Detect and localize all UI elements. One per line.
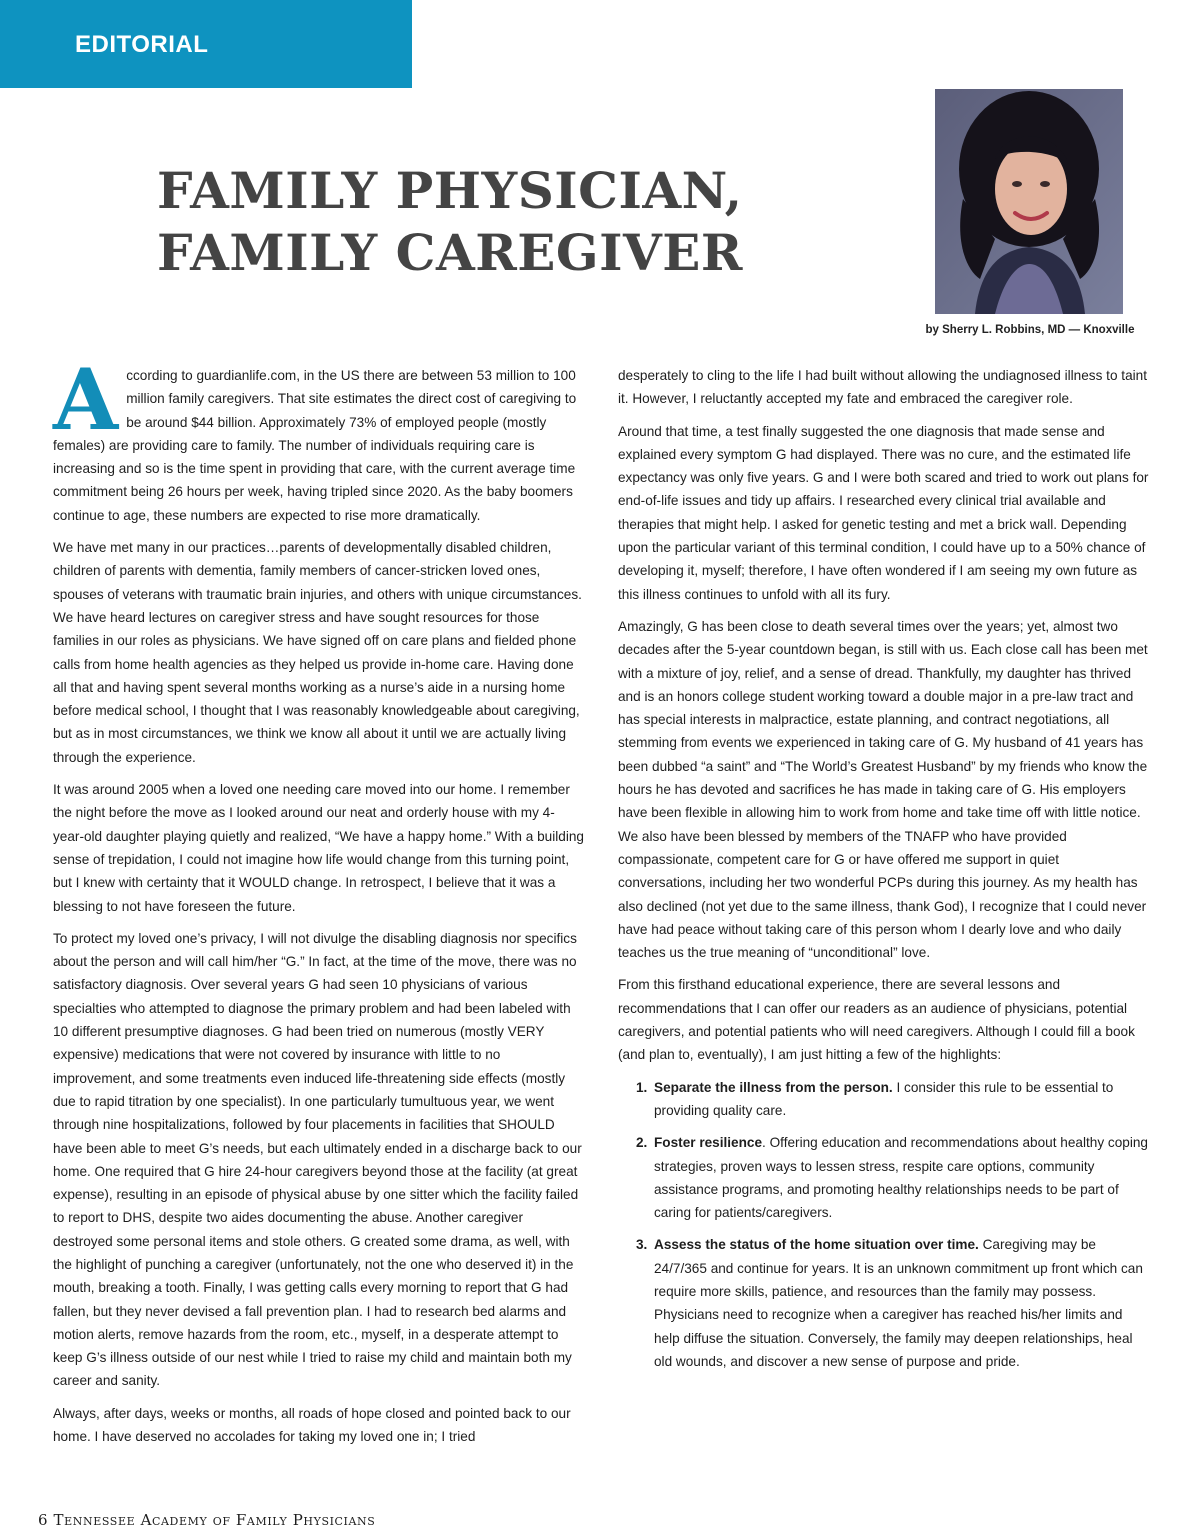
paragraph: We have met many in our practices…parents of developmentally disabled children, children of parents with dementia, family members of cancer-stricken loved ones, spouses of veterans with traumatic brain injuries, and others with unique circumstances. We have heard lectures on caregiver stress and have sought resources for those families in our roles as physicians. We have signed off on care plans and fielded phone calls from home health agencies as they helped us provide in-home care. Having done all that and having spent several months working as a nurse’s aide in a nursing home before medical school, I thought that I was reasonably knowledgeable about caregiving, but as in most circumstances, we think we know all about it until we are actually living through the experience. [53, 540, 582, 765]
paragraph: To protect my loved one’s privacy, I will not divulge the disabling diagnosis nor specifics about the person and will call him/her “G.” In fact, at the time of the move, there was no satisfactory diagnosis. Over several years G had seen 10 physicians of various specialties who attempted to diagnose the primary problem and had been labeled with 10 different presumptive diagnoses. G had been tried on numerous (mostly VERY expensive) medications that were not covered by insurance with little to no improvement, and some treatments even induced life-threatening side effects (mostly due to rapid titration by one specialist). In one particularly tumultuous year, we went through nine hospitalizations, followed by four placements in facilities that SHOULD have been able to meet G’s needs, but each ultimately ended in a discharge back to our home. One required that G hire 24-hour caregivers beyond those at the facility (at great expense), resulting in an episode of physical abuse by one sitter which the facility failed to report to DHS, despite two aides documenting the abuse. Another caregiver destroyed some personal items and stole others. G created some drama, as well, with the highlight of punching a caregiver (unfortunately, not the one who deserved it) in the mouth, breaking a tooth. Finally, I was getting calls every morning to report that G had fallen, but they never devised a fall prevention plan. I had to research bed alarms and motion alerts, remove hazards from the room, etc., myself, in a desperate attempt to keep G’s illness outside of our nest while I tried to raise my child and maintain both my career and sanity. [53, 930, 582, 1389]
publication-name: Tennessee Academy of Family Physicians [53, 1511, 376, 1529]
list-item [636, 1131, 1150, 1224]
paragraph: It was around 2005 when a loved one needing care moved into our home. I remember the night before the move as I looked around our neat and orderly house with my 4-year-old daughter playing quietly and realized, “We have a happy home.” With a building sense of trepidation, I could not imagine how life would change from this turning point, but I knew with certainty that it WOULD change. In retrospect, I believe that it was a blessing to not have foreseen the future. [53, 782, 584, 914]
list-item-lead: Separate the illness from the person. [654, 1079, 893, 1095]
page-footer [38, 1511, 375, 1529]
list-item [636, 1076, 1150, 1123]
list-number: 1. [636, 1079, 648, 1095]
article-title [157, 160, 877, 284]
article-column-left [53, 350, 585, 1457]
author-byline: by Sherry L. Robbins, MD — Knoxville [925, 324, 1135, 336]
paragraph: According to guardianlife.com, in the US there are between 53 million to 100 million family caregivers. That site estimates the direct cost of caregiving to be around $44 billion. Approximately 73% of employed people (mostly females) are providing care to family. The number of individuals requiring care is increasing and so is the time spent in providing that care, with the current average time commitment being 26 hours per week, having tripled since 2020. As the baby boomers continue to age, these numbers are expected to rise more dramatically. [53, 350, 577, 523]
section-label: EDITORIAL [75, 31, 209, 58]
title-line-2: FAMILY CAREGIVER [157, 223, 743, 282]
article-column-right [618, 364, 1150, 1382]
list-number: 2. [636, 1135, 648, 1151]
lessons-list [636, 1076, 1150, 1374]
paragraph: Amazingly, G has been close to death several times over the years; yet, almost two decades after the 5-year countdown began, is still with us. Each close call has been met with a mixture of joy, relief, and a sense of dread. Thankfully, my daughter has thrived and is an honors college student working toward a double major in a pre-law tract and has special interests in malpractice, estate planning, and contract negotiations, all stemming from events we experienced in taking care of G. My husband of 41 years has been dubbed “a saint” and “The World’s Greatest Husband” by my friends who know the hours he has devoted and sacrifices he has made in taking care of G. His employers have been flexible in allowing him to work from home and take time off with little notice. We also have been blessed by members of the TNAFP who have provided compassionate, competent care for G or have offered me support in quiet conversations, including her two wonderful PCPs during this journey. As my health has also declined (not yet due to the same illness, thank God), I recognize that I could never have had peace without taking care of this person whom I dearly love and who daily teaches us the true meaning of “unconditional” love. [618, 618, 1148, 961]
list-item-text: . Offering education and recommendations about healthy coping strategies, proven ways to lessen stress, respite care options, community assistance programs, and promoting healthy relationships needs to be part of caring for patients/caregivers. [654, 1135, 1148, 1221]
page-number: 6 [38, 1511, 48, 1529]
paragraph: Always, after days, weeks or months, all roads of hope closed and pointed back to our home. I have deserved no accolades for taking my loved one in; I tried [53, 1405, 571, 1445]
title-line-1: FAMILY PHYSICIAN, [157, 161, 743, 220]
section-label-tab [0, 0, 412, 88]
author-photo [935, 89, 1123, 314]
paragraph: From this firsthand educational experience, there are several lessons and recommendations that I can offer our readers as an audience of physicians, potential caregivers, and potential patients who will need caregivers. Although I could fill a book (and plan to, eventually), I am just hitting a few of the highlights: [618, 977, 1135, 1063]
list-number: 3. [636, 1237, 648, 1253]
list-item-lead: Foster resilience [654, 1135, 763, 1151]
list-item-text: I consider this rule to be essential to providing quality care. [654, 1079, 1114, 1118]
list-item [636, 1233, 1150, 1373]
drop-cap: A [53, 350, 119, 449]
paragraph: desperately to cling to the life I had built without allowing the undiagnosed illness to taint it. However, I reluctantly accepted my fate and embraced the caregiver role. [618, 368, 1147, 407]
list-item-text: Caregiving may be 24/7/365 and continue for years. It is an unknown commitment up front which can require more skills, patience, and resources than the family may possess. Physicians need to recognize when a caregiver has reached his/her limits and help diffuse the situation. Conversely, the family may deepen relationships, heal old wounds, and discover a new sense of purpose and pride. [654, 1237, 1143, 1369]
paragraph: Around that time, a test finally suggested the one diagnosis that made sense and explained every symptom G had displayed. There was no cure, and the estimated life expectancy was only five years. G and I were both scared and tried to work out plans for end-of-life issues and tidy up affairs. I researched every clinical trial available and therapies that might help. I asked for genetic testing and met a brick wall. Depending upon the particular variant of this terminal condition, I could have up to a 50% chance of developing it, myself; therefore, I have often wondered if I am seeing my own future as this illness continues to unfold with all its fury. [618, 423, 1149, 602]
list-item-lead: Assess the status of the home situation over time. [654, 1237, 979, 1253]
